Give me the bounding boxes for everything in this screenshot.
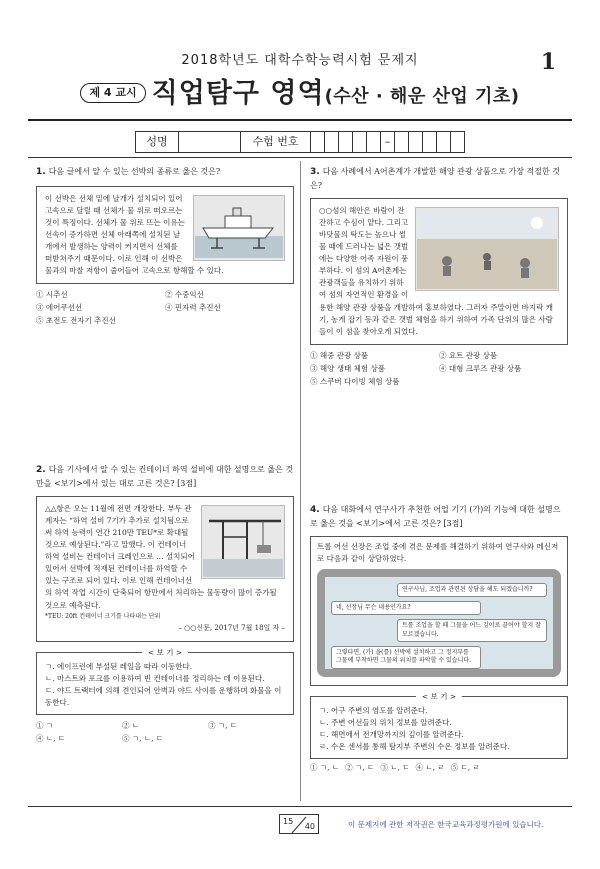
question-number: 4. <box>310 505 320 515</box>
option-3[interactable]: ③ 에어쿠션선 <box>36 303 83 313</box>
passage-box <box>36 186 294 285</box>
question-number: 1. <box>36 167 46 177</box>
bogi-item: ㄴ. 주변 어선들의 위치 정보를 알려준다. <box>319 717 452 727</box>
namebar-rule <box>28 157 572 158</box>
page-number: 1 <box>540 49 556 75</box>
question-number: 2. <box>36 465 46 475</box>
option-5[interactable]: ⑤ 초전도 전자기 추진선 <box>36 316 116 326</box>
option-1[interactable]: ① ㄱ, ㄴ <box>310 763 340 773</box>
total-pages: 40 <box>304 822 315 832</box>
name-field[interactable] <box>179 131 241 153</box>
answer-options <box>36 721 294 745</box>
ship-icon <box>195 198 283 258</box>
option-2[interactable]: ② ㄴ <box>122 721 140 731</box>
bogi-title: < 보 기 > <box>416 691 462 703</box>
bogi-item: ㄱ. 에이프런에 부설된 레일을 따라 이동한다. <box>45 661 193 671</box>
period-badge: 제 4 교시 <box>80 83 145 103</box>
answer-options <box>310 763 568 774</box>
subject-subtitle: (수산 · 해운 산업 기초) <box>324 86 520 107</box>
footer-rule <box>28 806 572 807</box>
option-4[interactable]: ④ 대형 크루즈 관광 상품 <box>439 363 522 373</box>
passage-box <box>36 496 294 642</box>
question-text: 2. 다음 기사에서 알 수 있는 컨테이너 하역 설비에 대한 설명으로 옳은 것만을 <보기>에서 있는 대로 고른 것은? [3점] <box>36 465 294 488</box>
question-text: 1. 다음 글에서 알 수 있는 선박의 종류로 옳은 것은? <box>36 167 221 177</box>
option-5[interactable]: ⑤ ㄷ, ㄹ <box>450 763 480 773</box>
name-bar <box>135 131 465 153</box>
option-3[interactable]: ③ ㄴ, ㄷ <box>380 763 410 773</box>
exam-number-cell[interactable] <box>451 131 465 153</box>
option-1[interactable]: ① 해중 관광 상품 <box>310 351 369 361</box>
option-1[interactable]: ① 시추선 <box>36 290 68 300</box>
option-3[interactable]: ③ 해양 생태 체험 상품 <box>310 363 385 373</box>
header-rule <box>28 119 572 121</box>
question-number: 3. <box>310 167 320 177</box>
exam-number-cell[interactable] <box>325 131 339 153</box>
exam-number-cell[interactable] <box>367 131 381 153</box>
subject-title: 직업탐구 영역 <box>151 78 325 109</box>
question-3 <box>310 166 568 388</box>
option-1[interactable]: ① ㄱ <box>36 721 54 731</box>
exam-number-cell[interactable] <box>423 131 437 153</box>
question-4 <box>310 504 568 774</box>
bogi-box <box>36 647 294 716</box>
column-divider <box>300 161 301 801</box>
tidal-flat-icon <box>417 209 557 289</box>
bogi-item: ㄱ. 어구 주변의 염도를 알려준다. <box>319 705 428 715</box>
question-text: 3. 다음 사례에서 A어촌계가 개발한 해양 관광 상품으로 가장 적절한 것은? <box>310 167 561 190</box>
exam-number-cell[interactable] <box>409 131 423 153</box>
option-2[interactable]: ② 요트 관광 상품 <box>439 351 498 361</box>
option-4[interactable]: ④ 핀자력 추진선 <box>165 303 221 313</box>
passage-text: ○○섬의 해안은 바람이 잔잔하고 수심이 얕다. 그리고 바닷물의 탁도는 높으나 썰물 때에 드러나는 넓은 갯벌에는 다양한 어족 자원이 풍부하다. 이 섬의 A어촌계는 관광객들을 유치하기 위하여 섬의 자연적인 환경을 이용한 해양 관광 상품을 개발하여 홍보하였다. 그러자 주말이면 바지락 캐기, 농게 잡기 등과 같은 갯벌 체험을 하기 위하여 가족 단위의 많은 사람들이 이 섬을 찾아오게 되었다. <box>319 205 553 336</box>
chat-message-researcher: 네, 선장님 무슨 내용인가요? <box>331 601 481 615</box>
exam-number-dash: – <box>381 131 395 153</box>
exam-title: 2018학년도 대학수학능력시험 문제지 <box>181 53 419 68</box>
question-1 <box>36 166 294 327</box>
option-2[interactable]: ② ㄱ, ㄷ <box>345 763 375 773</box>
bogi-item: ㄴ. 마스트와 포크를 이용하여 빈 컨테이너를 정리하는 데 이용된다. <box>45 673 265 683</box>
option-5[interactable]: ⑤ ㄱ, ㄴ, ㄷ <box>122 734 164 744</box>
bogi-box <box>310 691 568 760</box>
tidal-flat-image <box>415 207 559 291</box>
exam-number-label: 수험 번호 <box>241 131 311 153</box>
subject-header <box>0 74 600 113</box>
dialogue-intro: 트롤 어선 선장은 조업 중에 겪은 문제를 해결하기 위하여 연구사와 메신저로 다음과 같이 상담하였다. <box>317 541 559 563</box>
exam-number-cell[interactable] <box>395 131 409 153</box>
news-source: – ○○신문, 2017년 7월 18일 자 – <box>178 624 285 633</box>
option-5[interactable]: ⑤ 스쿠버 다이빙 체험 상품 <box>310 376 400 386</box>
exam-number-cell[interactable] <box>311 131 325 153</box>
question-2 <box>36 464 294 745</box>
passage-text: 이 선박은 선체 밑에 날개가 설치되어 있어 고속으로 달릴 때 선체가 물 위로 떠오르는 것이 특징이다. 선체가 물 위로 뜨는 이유는 선속이 증가하면 선체 아래쪽에 설치된 날개에서 발생하는 양력이 커지면서 선체를 떠받쳐주기 때문이다. 이로 인해 이 선박은 물과의 마찰 저항이 줄어들어 고속으로 항해할 수 있다. <box>45 193 224 276</box>
bogi-title: < 보 기 > <box>142 647 188 659</box>
chat-message-captain: 연구사님, 조업과 관련된 상담을 해도 되겠습니까? <box>397 583 547 597</box>
copyright-notice: 이 문제지에 관한 저작권은 한국교육과정평가원에 있습니다. <box>348 820 544 829</box>
option-3[interactable]: ③ ㄱ, ㄷ <box>208 721 238 731</box>
chat-message-captain: 트롤 조업을 할 때 그물을 어느 깊이로 끌어야 할지 잘 모르겠습니다. <box>397 619 547 642</box>
bogi-item: ㄹ. 수온 센서를 통해 탐지부 주변의 수온 정보를 알려준다. <box>319 741 510 751</box>
hydrofoil-image <box>193 195 285 261</box>
bogi-item: ㄷ. 야드 트랙터에 의해 견인되어 안벽과 야드 사이를 운행하며 화물을 이동한다. <box>45 686 282 708</box>
chat-message-researcher: 그렇다면, (가) 을(를) 선박에 설치하고 그 정지부를 그물에 부착하면 그물의 위치를 파악할 수 있습니다. <box>331 646 481 669</box>
option-4[interactable]: ④ ㄴ, ㄷ <box>36 734 66 744</box>
bogi-item: ㄷ. 해면에서 전개망까지의 깊이를 알려준다. <box>319 729 464 739</box>
messenger-box <box>310 536 568 686</box>
question-text: 4. 다음 대화에서 연구사가 추천한 어업 기기 (가)의 기능에 대한 설명으로 옳은 것을 <보기>에서 고른 것은? [3점] <box>310 505 561 528</box>
exam-number-cell[interactable] <box>339 131 353 153</box>
option-2[interactable]: ② 수중익선 <box>165 290 204 300</box>
exam-number-cell[interactable] <box>353 131 367 153</box>
passage-text: △△항은 오는 11월에 전면 개장한다. 부두 관계자는 “하역 설비 7기가 추가로 설치됨으로써 하역 능력이 연간 210만 TEU*로 확대될 것으로 예상된다.”라고 말했다. 이 컨테이너 하역 설비는 컨테이너 크레인으로 … 설치되어 있어서 선박에 적재된 컨테이너를 하역할 수 있는 구조로 되어 있다. 이로 인해 컨테이너선의 하역 작업 시간이 단축되어 항만에서 처리하는 물동량이 많이 증가될 것으로 예측된다. <box>45 503 277 610</box>
crane-icon <box>203 507 283 577</box>
answer-options <box>36 290 294 327</box>
passage-box <box>310 198 568 346</box>
footnote: *TEU: 20ft 컨테이너 크기를 나타내는 단위 <box>45 612 161 620</box>
crane-image <box>201 505 285 579</box>
tablet-screen <box>317 569 561 677</box>
page-counter <box>279 814 319 834</box>
option-4[interactable]: ④ ㄴ, ㄹ <box>415 763 445 773</box>
exam-number-cell[interactable] <box>437 131 451 153</box>
answer-options <box>310 351 568 388</box>
name-label: 성명 <box>135 131 179 153</box>
current-page: 15 <box>283 817 294 826</box>
